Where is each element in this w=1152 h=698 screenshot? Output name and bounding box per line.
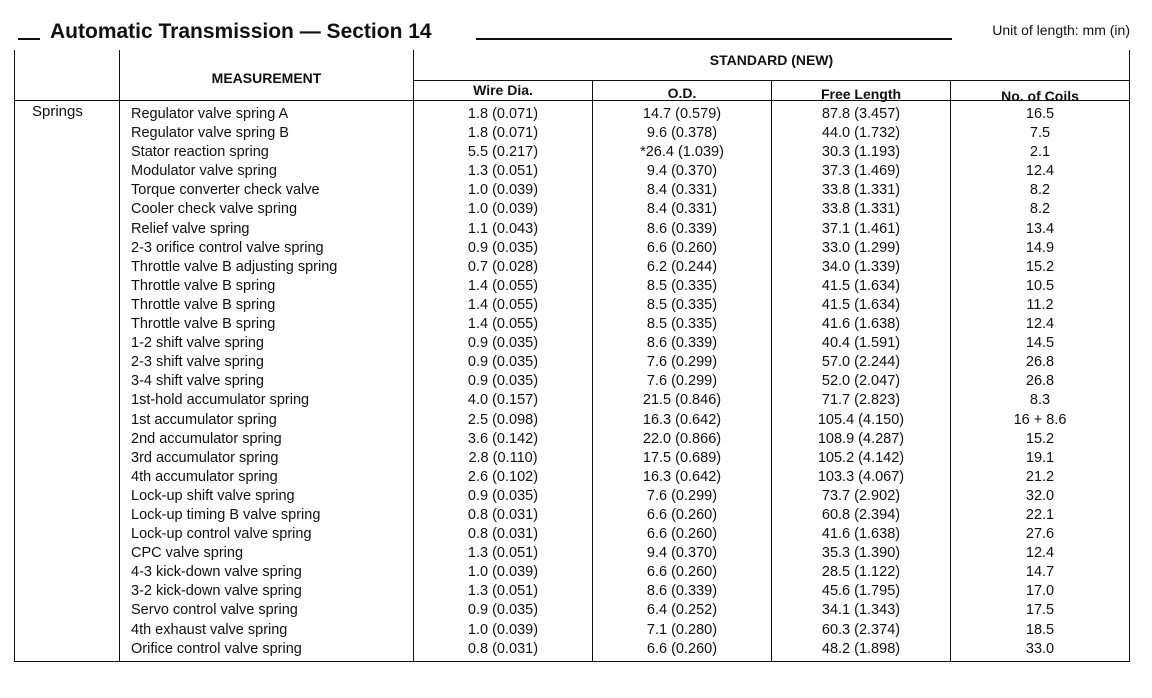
table-row bbox=[0, 641, 1152, 660]
table-row bbox=[0, 564, 1152, 583]
wire-dia-cell: 1.1 (0.043) bbox=[467, 220, 539, 237]
measurement-header: MEASUREMENT bbox=[211, 70, 322, 86]
od-cell: 8.6 (0.339) bbox=[646, 220, 718, 237]
wire-dia-cell: 1.0 (0.039) bbox=[467, 182, 539, 199]
wire-dia-cell: 1.0 (0.039) bbox=[467, 564, 539, 581]
col-header-wire: Wire Dia. bbox=[473, 82, 533, 98]
wire-dia-cell: 1.8 (0.071) bbox=[467, 125, 539, 142]
table-row bbox=[0, 583, 1152, 602]
free-length-cell: 33.8 (1.331) bbox=[821, 201, 901, 218]
od-cell: 6.6 (0.260) bbox=[646, 506, 718, 523]
unit-note: Unit of length: mm (in) bbox=[992, 22, 1130, 38]
spring-name: 2nd accumulator spring bbox=[131, 430, 282, 447]
coils-cell: 18.5 bbox=[1025, 621, 1055, 638]
table-row bbox=[0, 335, 1152, 354]
wire-dia-cell: 1.3 (0.051) bbox=[467, 163, 539, 180]
table-row bbox=[0, 622, 1152, 641]
free-length-cell: 105.4 (4.150) bbox=[817, 411, 905, 428]
page-title: Automatic Transmission — Section 14 bbox=[50, 20, 432, 43]
spring-name: Throttle valve B adjusting spring bbox=[131, 258, 338, 275]
od-cell: 21.5 (0.846) bbox=[642, 392, 722, 409]
table-row bbox=[0, 354, 1152, 373]
coils-cell: 8.2 bbox=[1029, 182, 1051, 199]
wire-dia-cell: 2.5 (0.098) bbox=[467, 411, 539, 428]
free-length-cell: 41.5 (1.634) bbox=[821, 277, 901, 294]
table-row bbox=[0, 602, 1152, 621]
table-row bbox=[0, 507, 1152, 526]
wire-dia-cell: 1.0 (0.039) bbox=[467, 621, 539, 638]
od-cell: 6.4 (0.252) bbox=[646, 602, 718, 619]
od-cell: 8.5 (0.335) bbox=[646, 277, 718, 294]
free-length-cell: 71.7 (2.823) bbox=[821, 392, 901, 409]
coils-cell: 26.8 bbox=[1025, 373, 1055, 390]
coils-cell: 33.0 bbox=[1025, 640, 1055, 657]
free-length-cell: 34.1 (1.343) bbox=[821, 602, 901, 619]
od-cell: 7.1 (0.280) bbox=[646, 621, 718, 638]
coils-cell: 16 + 8.6 bbox=[1013, 411, 1067, 428]
wire-dia-cell: 1.3 (0.051) bbox=[467, 583, 539, 600]
free-length-cell: 30.3 (1.193) bbox=[821, 144, 901, 161]
table-row bbox=[0, 488, 1152, 507]
wire-dia-cell: 0.9 (0.035) bbox=[467, 239, 539, 256]
wire-dia-cell: 0.9 (0.035) bbox=[467, 335, 539, 352]
coils-cell: 21.2 bbox=[1025, 468, 1055, 485]
col-header-od: O.D. bbox=[667, 85, 697, 101]
table-row bbox=[0, 221, 1152, 240]
table-row bbox=[0, 373, 1152, 392]
free-length-cell: 73.7 (2.902) bbox=[821, 487, 901, 504]
spring-name: Lock-up timing B valve spring bbox=[131, 506, 321, 523]
spring-name: 2-3 orifice control valve spring bbox=[131, 239, 324, 256]
table-row bbox=[0, 125, 1152, 144]
wire-dia-cell: 2.8 (0.110) bbox=[468, 449, 538, 466]
wire-dia-cell: 0.9 (0.035) bbox=[467, 373, 539, 390]
table-row bbox=[0, 526, 1152, 545]
table-row bbox=[0, 545, 1152, 564]
wire-dia-cell: 1.4 (0.055) bbox=[467, 296, 539, 313]
spring-name: 4th accumulator spring bbox=[131, 468, 278, 485]
coils-cell: 12.4 bbox=[1025, 316, 1055, 333]
spring-name: 2-3 shift valve spring bbox=[131, 354, 264, 371]
spring-name: Throttle valve B spring bbox=[131, 296, 276, 313]
coils-cell: 10.5 bbox=[1025, 277, 1055, 294]
table-row bbox=[0, 297, 1152, 316]
wire-dia-cell: 0.7 (0.028) bbox=[467, 258, 539, 275]
divider-standard-header bbox=[413, 80, 1129, 81]
od-cell: 9.4 (0.370) bbox=[646, 163, 718, 180]
coils-cell: 8.2 bbox=[1029, 201, 1051, 218]
coils-cell: 26.8 bbox=[1025, 354, 1055, 371]
table-row bbox=[0, 106, 1152, 125]
spring-name: Relief valve spring bbox=[131, 220, 250, 237]
coils-cell: 2.1 bbox=[1029, 144, 1051, 161]
od-cell: 8.5 (0.335) bbox=[646, 316, 718, 333]
od-cell: 6.6 (0.260) bbox=[646, 239, 718, 256]
wire-dia-cell: 0.9 (0.035) bbox=[467, 354, 539, 371]
spring-name: Orifice control valve spring bbox=[131, 640, 302, 657]
wire-dia-cell: 0.8 (0.031) bbox=[467, 640, 539, 657]
spring-name: 3rd accumulator spring bbox=[131, 449, 279, 466]
spring-name: 4th exhaust valve spring bbox=[131, 621, 288, 638]
free-length-cell: 105.2 (4.142) bbox=[817, 449, 905, 466]
free-length-cell: 60.8 (2.394) bbox=[821, 506, 901, 523]
coils-cell: 14.9 bbox=[1025, 239, 1055, 256]
free-length-cell: 28.5 (1.122) bbox=[821, 564, 901, 581]
table-row bbox=[0, 240, 1152, 259]
wire-dia-cell: 2.6 (0.102) bbox=[467, 468, 539, 485]
od-cell: 6.6 (0.260) bbox=[646, 640, 718, 657]
table-row bbox=[0, 412, 1152, 431]
title-rule-left bbox=[18, 38, 40, 40]
spring-name: 3-4 shift valve spring bbox=[131, 373, 264, 390]
spring-name: Cooler check valve spring bbox=[131, 201, 298, 218]
table-row bbox=[0, 182, 1152, 201]
group-label-springs: Springs bbox=[32, 103, 83, 120]
free-length-cell: 52.0 (2.047) bbox=[821, 373, 901, 390]
wire-dia-cell: 1.4 (0.055) bbox=[467, 277, 539, 294]
od-cell: 7.6 (0.299) bbox=[646, 373, 718, 390]
coils-cell: 12.4 bbox=[1025, 545, 1055, 562]
od-cell: 8.6 (0.339) bbox=[646, 583, 718, 600]
spring-name: Lock-up control valve spring bbox=[131, 526, 312, 543]
coils-cell: 22.1 bbox=[1025, 506, 1055, 523]
wire-dia-cell: 1.3 (0.051) bbox=[467, 545, 539, 562]
od-cell: 17.5 (0.689) bbox=[642, 449, 722, 466]
table-row bbox=[0, 163, 1152, 182]
coils-cell: 14.7 bbox=[1025, 564, 1055, 581]
free-length-cell: 108.9 (4.287) bbox=[817, 430, 905, 447]
col-header-coils: No. of Coils bbox=[1001, 88, 1079, 104]
od-cell: 6.6 (0.260) bbox=[646, 526, 718, 543]
title-rule-right bbox=[476, 38, 952, 40]
spring-name: Modulator valve spring bbox=[131, 163, 277, 180]
coils-cell: 15.2 bbox=[1025, 258, 1055, 275]
coils-cell: 7.5 bbox=[1029, 125, 1051, 142]
free-length-cell: 37.1 (1.461) bbox=[821, 220, 901, 237]
free-length-cell: 33.8 (1.331) bbox=[821, 182, 901, 199]
coils-cell: 11.2 bbox=[1026, 296, 1054, 313]
free-length-cell: 60.3 (2.374) bbox=[821, 621, 901, 638]
coils-cell: 17.5 bbox=[1025, 602, 1055, 619]
od-cell: 9.4 (0.370) bbox=[646, 545, 718, 562]
spring-name: Stator reaction spring bbox=[131, 144, 269, 161]
coils-cell: 27.6 bbox=[1025, 526, 1055, 543]
table-row bbox=[0, 259, 1152, 278]
coils-cell: 17.0 bbox=[1025, 583, 1055, 600]
table-row bbox=[0, 450, 1152, 469]
wire-dia-cell: 0.8 (0.031) bbox=[467, 526, 539, 543]
spring-name: Torque converter check valve bbox=[131, 182, 320, 199]
free-length-cell: 41.5 (1.634) bbox=[821, 296, 901, 313]
table-row bbox=[0, 469, 1152, 488]
table-row bbox=[0, 431, 1152, 450]
free-length-cell: 33.0 (1.299) bbox=[821, 239, 901, 256]
spring-name: 3-2 kick-down valve spring bbox=[131, 583, 302, 600]
od-cell: 8.6 (0.339) bbox=[646, 335, 718, 352]
spring-name: Regulator valve spring B bbox=[131, 125, 289, 142]
free-length-cell: 35.3 (1.390) bbox=[821, 545, 901, 562]
spring-name: 1st accumulator spring bbox=[131, 411, 277, 428]
free-length-cell: 34.0 (1.339) bbox=[821, 258, 901, 275]
coils-cell: 8.3 bbox=[1029, 392, 1051, 409]
wire-dia-cell: 1.0 (0.039) bbox=[467, 201, 539, 218]
title-row bbox=[0, 20, 1152, 52]
table-row bbox=[0, 278, 1152, 297]
free-length-cell: 41.6 (1.638) bbox=[821, 316, 901, 333]
table-body bbox=[0, 106, 1152, 660]
wire-dia-cell: 0.9 (0.035) bbox=[467, 487, 539, 504]
table-row bbox=[0, 316, 1152, 335]
free-length-cell: 48.2 (1.898) bbox=[821, 640, 901, 657]
coils-cell: 15.2 bbox=[1025, 430, 1055, 447]
free-length-cell: 45.6 (1.795) bbox=[821, 583, 901, 600]
wire-dia-cell: 5.5 (0.217) bbox=[467, 144, 539, 161]
col-header-free-length: Free Length bbox=[820, 86, 902, 102]
free-length-cell: 40.4 (1.591) bbox=[821, 335, 901, 352]
spring-name: 1-2 shift valve spring bbox=[131, 335, 264, 352]
coils-cell: 12.4 bbox=[1025, 163, 1055, 180]
free-length-cell: 37.3 (1.469) bbox=[821, 163, 901, 180]
od-cell: 14.7 (0.579) bbox=[642, 106, 722, 122]
wire-dia-cell: 1.4 (0.055) bbox=[467, 316, 539, 333]
spring-name: Servo control valve spring bbox=[131, 602, 298, 619]
wire-dia-cell: 1.8 (0.071) bbox=[467, 106, 539, 122]
wire-dia-cell: 0.9 (0.035) bbox=[467, 602, 539, 619]
free-length-cell: 87.8 (3.457) bbox=[821, 106, 901, 122]
od-cell: 6.2 (0.244) bbox=[646, 258, 718, 275]
spring-name: Throttle valve B spring bbox=[131, 316, 276, 333]
od-cell: 6.6 (0.260) bbox=[646, 564, 718, 581]
spring-name: Throttle valve B spring bbox=[131, 277, 276, 294]
od-cell: *26.4 (1.039) bbox=[640, 144, 724, 161]
wire-dia-cell: 0.8 (0.031) bbox=[467, 506, 539, 523]
table-row bbox=[0, 392, 1152, 411]
od-cell: 16.3 (0.642) bbox=[642, 411, 722, 428]
spring-name: 4-3 kick-down valve spring bbox=[131, 564, 302, 581]
spring-name: CPC valve spring bbox=[131, 545, 244, 562]
table-row bbox=[0, 144, 1152, 163]
free-length-cell: 41.6 (1.638) bbox=[821, 526, 901, 543]
coils-cell: 13.4 bbox=[1025, 220, 1055, 237]
spring-name: 1st-hold accumulator spring bbox=[131, 392, 310, 409]
coils-cell: 16.5 bbox=[1025, 106, 1055, 122]
spring-name: Lock-up shift valve spring bbox=[131, 487, 295, 504]
table-row bbox=[0, 201, 1152, 220]
od-cell: 16.3 (0.642) bbox=[642, 468, 722, 485]
spring-name: Regulator valve spring A bbox=[131, 106, 289, 122]
free-length-cell: 103.3 (4.067) bbox=[817, 468, 905, 485]
free-length-cell: 44.0 (1.732) bbox=[821, 125, 901, 142]
coils-cell: 14.5 bbox=[1025, 335, 1055, 352]
od-cell: 7.6 (0.299) bbox=[646, 487, 718, 504]
standard-header: STANDARD (NEW) bbox=[709, 52, 834, 68]
od-cell: 8.4 (0.331) bbox=[646, 182, 718, 199]
od-cell: 8.5 (0.335) bbox=[646, 296, 718, 313]
wire-dia-cell: 3.6 (0.142) bbox=[467, 430, 539, 447]
coils-cell: 32.0 bbox=[1025, 487, 1055, 504]
wire-dia-cell: 4.0 (0.157) bbox=[467, 392, 539, 409]
coils-cell: 19.1 bbox=[1025, 449, 1055, 466]
free-length-cell: 57.0 (2.244) bbox=[821, 354, 901, 371]
od-cell: 22.0 (0.866) bbox=[642, 430, 722, 447]
od-cell: 9.6 (0.378) bbox=[646, 125, 718, 142]
od-cell: 7.6 (0.299) bbox=[646, 354, 718, 371]
od-cell: 8.4 (0.331) bbox=[646, 201, 718, 218]
